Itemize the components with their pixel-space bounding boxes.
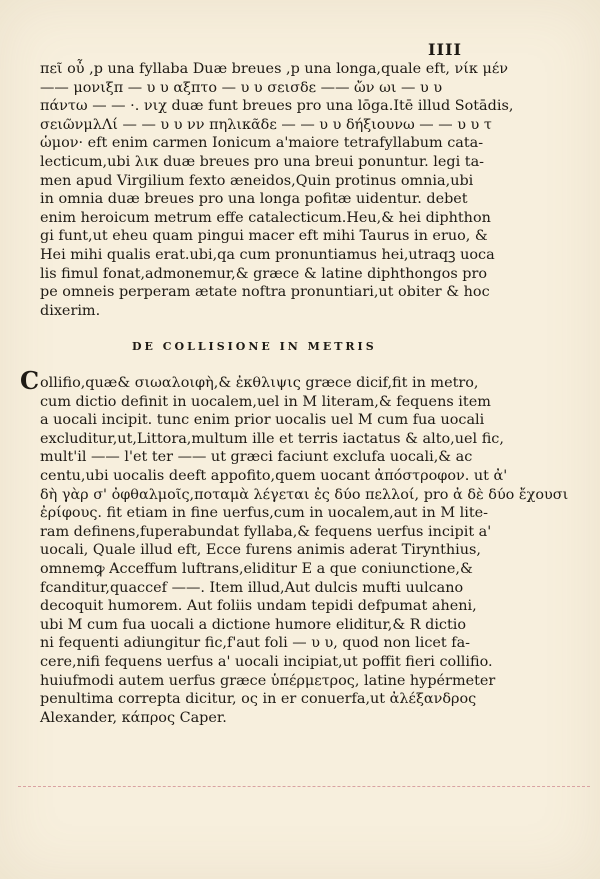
text-line: cere,nifi fequens uerfus a' uocali incipiat,ut poffit fieri collifio. [40, 653, 493, 670]
text-line: cum dictio definit in uocalem,uel in M literam,& fequens item [40, 393, 491, 410]
text-line: ὡμον· eft enim carmen Ionicum a'maiore tetrafyllabum cata- [40, 135, 484, 152]
text-line: mult'il —— l'et ter —— ut græci faciunt exclufa uocali,& ac [40, 449, 473, 466]
text-line: gi funt,ut eheu quam pingui macer eft mihi Taurus in eruo, & [40, 228, 488, 245]
text-line: lis fimul fonat,admonemur,& græce & latine diphthongos pro [40, 265, 488, 282]
text-line-content: ollifio,quæ& σιωαλοιφὴ,& ἐκθλιψις græce dicif,fit in metro, [40, 375, 479, 391]
text-line: lecticum,ubi λικ duæ breues pro una breui ponuntur. legi ta- [40, 153, 485, 170]
text-line: δὴ γὰρ σ' ὀφθαλμοῖς,ποταμὰ λέγεται ἐς δύο πελλοί, pro ἀ δὲ δύο ἔχουσι [40, 486, 569, 503]
page-bottom-rule [18, 786, 590, 787]
text-line [20, 366, 580, 395]
text-line: πάντω — — ·. νιχ duæ funt breues pro una lōga.Itē illud Sotādis, [40, 98, 514, 115]
text-line: ram definens,fuperabundat fyllaba,& fequens uerfus incipit a' [40, 523, 492, 540]
text-line: ubi M cum fua uocali a dictione humore eliditur,& R dictio [40, 616, 467, 633]
text-line: in omnia duæ breues pro una longa pofitæ uidentur. debet [40, 191, 468, 208]
text-line: ἐρίφους. fit etiam in fine uerfus,cum in uocalem,aut in M lite- [40, 505, 489, 522]
drop-cap: C [20, 366, 40, 395]
text-line: πεῖ οὖ ,p una fyllaba Duæ breues ,p una longa,quale eft, νίκ μέν [40, 61, 509, 77]
text-block-prosody [40, 60, 580, 320]
section-heading: DE COLLISIONE IN METRIS [132, 340, 377, 353]
text-line: a uocali incipit. tunc enim prior uocalis uel M cum fua uocali [40, 412, 485, 429]
text-line: men apud Virgilium fexto æneidos,Quin protinus omnia,ubi [40, 172, 474, 189]
text-line: dixerim. [40, 302, 101, 319]
text-line: pe omneis perperam ætate noftra pronuntiari,ut obiter & hoc [40, 284, 490, 301]
text-line: ni fequenti adiungitur fic,f'aut foli — υ υ, quod non licet fa- [40, 635, 471, 652]
text-line: σειῶνμλΛί — — υ υ νν πηλικᾶδε — — υ υ δήξιουνω — — υ υ τ [40, 116, 492, 133]
text-line: enim heroicum metrum effe catalecticum.Heu,& hei diphthon [40, 209, 491, 226]
text-line: uocali, Quale illud eft, Ecce furens animis aderat Tirynthius, [40, 542, 481, 559]
text-line: huiufmodi autem uerfus græce ὑπέρμετρος, latine hypérmeter [40, 672, 496, 689]
text-line: decoquit humorem. Aut foliis undam tepidi defpumat aheni, [40, 598, 477, 615]
text-block-collision [20, 366, 580, 727]
text-line: excluditur,ut,Littora,multum ille et terris iactatus & alto,uel fic, [40, 430, 504, 447]
text-line: Hei mihi qualis erat.ubi,qa cum pronuntiamus hei,utraqꝫ uoca [40, 246, 495, 263]
text-line: penultima correpta dicitur, ος in er conuerfa,ut ἀλέξανδρος [40, 691, 477, 708]
page-number: IIII [428, 40, 462, 59]
text-line: Alexander, κάπρος Caper. [40, 709, 227, 726]
text-line: —— μονιξπ — υ υ αξπτο — υ υ σεισδε —— ὤν ωι — υ υ [40, 79, 443, 96]
text-line: fcanditur,quaccef ——. Item illud,Aut dulcis mufti uulcano [40, 579, 464, 596]
text-line: omnemꝙ Acceffum luftrans,eliditur E a que coniunctione,& [40, 560, 473, 577]
text-line: centu,ubi uocalis deeft appofito,quem uocant ἀπόστροφον. ut ἀ' [40, 467, 508, 484]
